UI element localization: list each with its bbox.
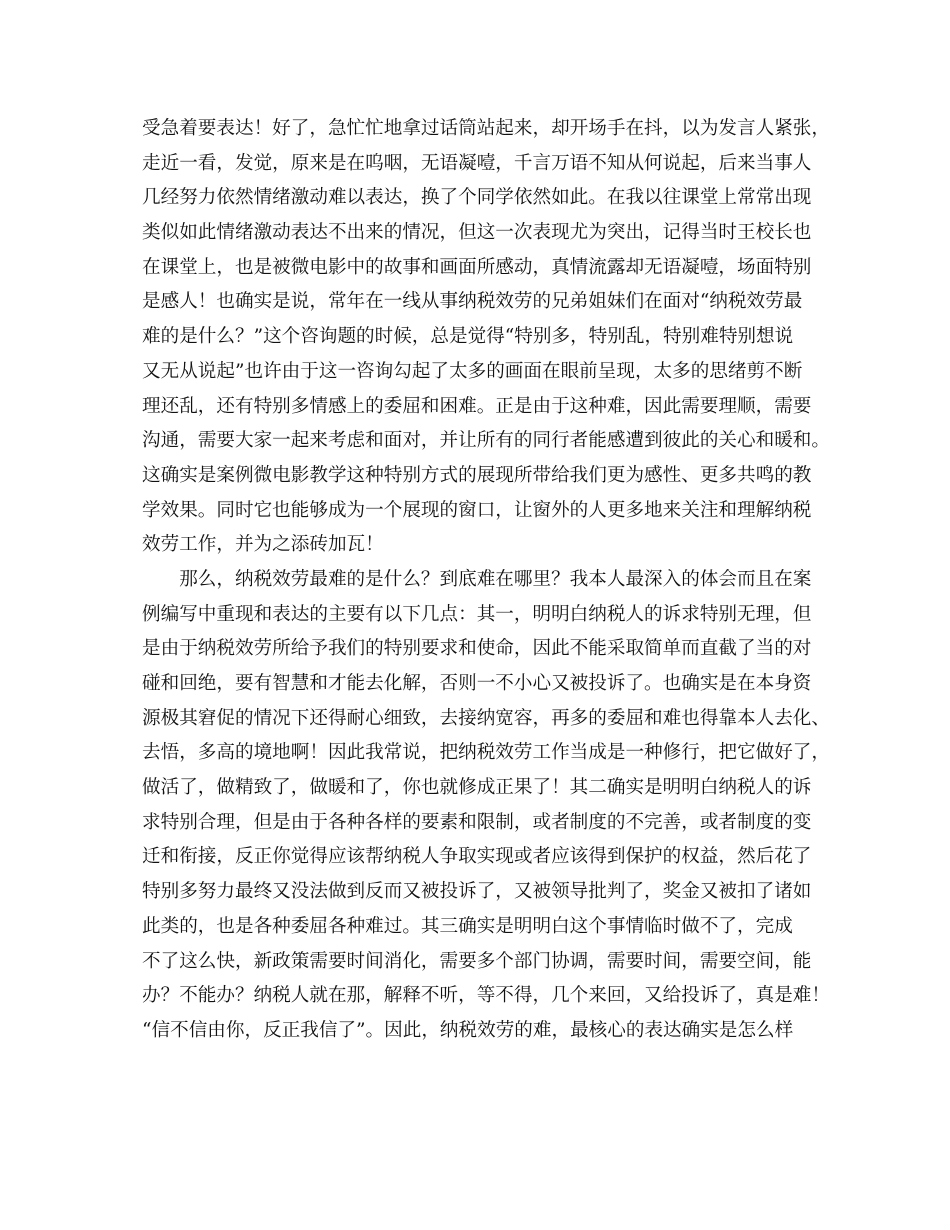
text-line: 受急着要表达！好了，急忙忙地拿过话筒站起来，却开场手在抖，以为发言人紧张， — [142, 118, 830, 139]
text-line: 是由于纳税效劳所给予我们的特别要求和使命，因此不能采取简单而直截了当的对 — [142, 638, 812, 660]
text-line: 理还乱，还有特别多情感上的委屈和困难。正是由于这种难，因此需要理顺，需要 — [142, 395, 812, 417]
text-line: 例编写中重现和表达的主要有以下几点：其一，明明白纳税人的诉求特别无理，但 — [142, 603, 812, 625]
text-line: 学效果。同时它也能够成为一个展现的窗口，让窗外的人更多地来关注和理解纳税 — [142, 499, 812, 521]
text-line: 特别多努力最终又没法做到反而又被投诉了，又被领导批判了，奖金又被扣了诸如 — [142, 881, 812, 903]
text-line: 几经努力依然情绪激动难以表达，换了个同学依然如此。在我以往课堂上常常出现 — [142, 187, 812, 209]
text-line: 办？不能办？纳税人就在那，解释不听，等不得，几个来回，又给投诉了，真是难！ — [142, 985, 830, 1007]
text-line: 求特别合理，但是由于各种各样的要素和限制，或者制度的不完善，或者制度的变 — [142, 811, 812, 833]
text-line: 那么，纳税效劳最难的是什么？到底难在哪里？我本人最深入的体会而且在案 — [142, 568, 812, 590]
text-line: 沟通，需要大家一起来考虑和面对，并让所有的同行者能感遭到彼此的关心和暖和。 — [142, 430, 830, 452]
text-line: 源极其窘促的情况下还得耐心细致，去接纳宽容，再多的委屈和难也得靠本人去化、 — [142, 707, 830, 729]
text-line: 效劳工作，并为之添砖加瓦！ — [142, 534, 384, 556]
text-line: 做活了，做精致了，做暖和了，你也就修成正果了！其二确实是明明白纳税人的诉 — [142, 777, 812, 799]
text-line: 又无从说起”也许由于这一咨询勾起了太多的画面在眼前呈现，太多的思绪剪不断 — [142, 360, 803, 382]
text-line: 这确实是案例微电影教学这种特别方式的展现所带给我们更为感性、更多共鸣的教 — [142, 464, 812, 486]
text-line: 难的是什么？”这个咨询题的时候，总是觉得“特别多，特别乱，特别难特别想说 — [142, 326, 794, 348]
document-body — [142, 112, 830, 1049]
text-line: 走近一看，发觉，原来是在呜咽，无语凝噎，千言万语不知从何说起，后来当事人 — [142, 152, 812, 174]
text-line: 是感人！也确实是说，常年在一线从事纳税效劳的兄弟姐妹们在面对“纳税效劳最 — [142, 291, 803, 313]
text-line: 碰和回绝，要有智慧和才能去化解，否则一不小心又被投诉了。也确实是在本身资 — [142, 673, 812, 694]
text-line: 类似如此情绪激动表达不出来的情况，但这一次表现尤为突出，记得当时王校长也 — [142, 222, 812, 244]
text-line: 迁和衔接，反正你觉得应该帮纳税人争取实现或者应该得到保护的权益，然后花了 — [142, 846, 812, 868]
text-line: 去悟，多高的境地啊！因此我常说，把纳税效劳工作当成是一种修行，把它做好了， — [142, 742, 830, 764]
text-line: 在课堂上，也是被微电影中的故事和画面所感动，真情流露却无语凝噎，场面特别 — [142, 256, 812, 278]
text-line: 此类的，也是各种委屈各种难过。其三确实是明明白这个事情临时做不了，完成 — [142, 915, 793, 937]
text-line: 不了这么快，新政策需要时间消化，需要多个部门协调，需要时间，需要空间，能 — [142, 950, 812, 972]
text-line: “信不信由你，反正我信了”。因此，纳税效劳的难，最核心的表达确实是怎么样 — [142, 1019, 794, 1041]
